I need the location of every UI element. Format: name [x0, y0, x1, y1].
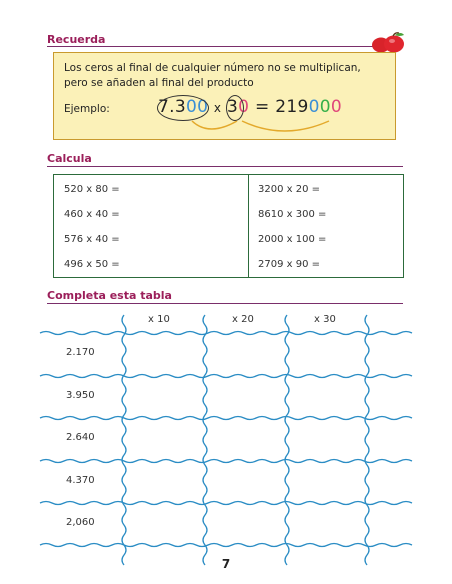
table-row-line — [40, 375, 412, 378]
calc-item: 3200 x 20 = — [258, 184, 321, 195]
column-header: x 20 — [232, 314, 254, 325]
column-header: x 30 — [314, 314, 336, 325]
table-col-line — [122, 315, 126, 565]
page-number: 7 — [221, 557, 231, 571]
example-zero: 0 — [308, 97, 320, 117]
section-title-recuerda: Recuerda — [47, 33, 106, 46]
calc-item: 2000 x 100 = — [258, 234, 327, 245]
table-row-line — [40, 502, 412, 505]
row-label: 4.370 — [66, 475, 95, 486]
example-zero: 0 — [238, 97, 250, 117]
example-zero: 0 — [185, 97, 198, 117]
table-row-line — [40, 460, 412, 463]
example-times: x — [213, 101, 222, 115]
calc-item: 2709 x 90 = — [258, 259, 321, 270]
table-col-line — [285, 315, 289, 565]
column-header: x 10 — [148, 314, 170, 325]
calc-item: 520 x 80 = — [64, 184, 120, 195]
row-label: 3.950 — [66, 390, 95, 401]
row-label: 2,060 — [66, 517, 95, 528]
table-col-line — [203, 315, 207, 565]
example-factor-a: 7.3 — [158, 97, 186, 117]
table-row-line — [40, 417, 412, 420]
calc-item: 576 x 40 = — [64, 234, 120, 245]
row-label: 2.640 — [66, 432, 95, 443]
table-row-line — [40, 332, 412, 335]
table-col-line — [365, 315, 369, 565]
table-lines — [40, 315, 412, 565]
calc-item: 460 x 40 = — [64, 209, 120, 220]
section-title-calcula: Calcula — [47, 152, 92, 165]
example-zero: 0 — [197, 97, 209, 117]
example-factor-b: 3 — [227, 97, 239, 117]
calc-item: 496 x 50 = — [64, 259, 120, 270]
example-result: 219 — [275, 97, 309, 117]
table-row-line — [40, 544, 412, 547]
section-title-tabla: Completa esta tabla — [47, 289, 172, 302]
rule-text: Los ceros al final de cualquier número no se multiplican, pero se añaden al final del producto — [64, 62, 361, 89]
example-zero: 0 — [330, 97, 342, 117]
calc-item: 8610 x 300 = — [258, 209, 327, 220]
example-label: Ejemplo: — [64, 103, 110, 115]
example-equals: = — [255, 97, 270, 117]
example-zero: 0 — [319, 97, 331, 117]
row-label: 2.170 — [66, 347, 95, 358]
